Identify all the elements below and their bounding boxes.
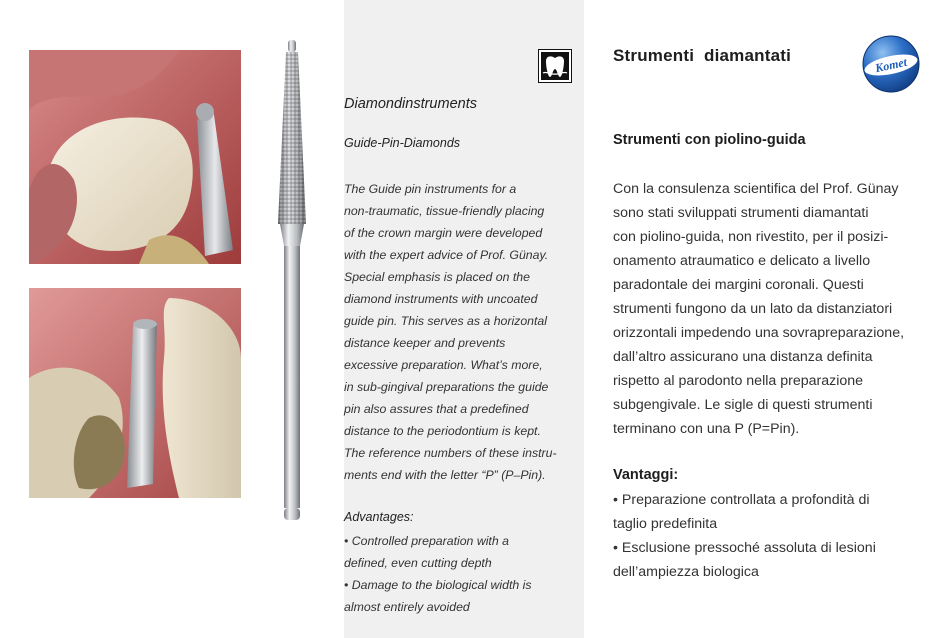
photo-tooth-bottom bbox=[29, 288, 241, 498]
english-advantage-line: • Controlled preparation with a bbox=[344, 534, 509, 548]
italian-subtitle: Strumenti con piolino-guida bbox=[613, 132, 806, 148]
english-body-line: excessive preparation. What’s more, bbox=[344, 358, 543, 372]
english-body-line: guide pin. This serves as a horizontal bbox=[344, 314, 548, 328]
italian-body-line: onamento atraumatico e delicato a livello bbox=[613, 253, 871, 269]
italian-body-line: rispetto al parodonto nella preparazione bbox=[613, 373, 864, 389]
english-body-line: in sub-gingival preparations the guide bbox=[344, 380, 549, 394]
italian-advantage-line: taglio predefinita bbox=[613, 516, 718, 532]
italian-body-line: paradontale dei margini coronali. Questi bbox=[613, 277, 864, 293]
english-advantages-title: Advantages: bbox=[344, 510, 414, 524]
tooth-icon bbox=[538, 49, 572, 83]
english-title: Diamondinstruments bbox=[344, 96, 477, 112]
italian-body-line: sono stati sviluppati strumenti diamantati bbox=[613, 205, 869, 221]
photo-tooth-top bbox=[29, 50, 241, 264]
komet-logo-text: Komet bbox=[873, 54, 909, 76]
italian-body-line: orizzontali impedendo una sovrapreparazione, bbox=[613, 325, 905, 341]
italian-advantages-list bbox=[613, 488, 933, 584]
italian-advantages-title: Vantaggi: bbox=[613, 467, 679, 483]
english-advantage-line: defined, even cutting depth bbox=[344, 556, 492, 570]
english-advantage-line: • Damage to the biological width is bbox=[344, 578, 532, 592]
komet-logo bbox=[861, 34, 921, 94]
italian-body-line: Con la consulenza scientifica del Prof. Günay bbox=[613, 181, 899, 197]
english-body-line: The reference numbers of these instru- bbox=[344, 446, 557, 460]
english-body-line: pin also assures that a predefined bbox=[344, 402, 529, 416]
english-body-line: The Guide pin instruments for a bbox=[344, 182, 517, 196]
italian-body bbox=[613, 177, 933, 441]
english-body-line: Special emphasis is placed on the bbox=[344, 270, 530, 284]
english-subtitle: Guide-Pin-Diamonds bbox=[344, 136, 461, 150]
english-body-line: non-traumatic, tissue-friendly placing bbox=[344, 204, 545, 218]
english-body bbox=[344, 178, 576, 486]
english-body-line: of the crown margin were developed bbox=[344, 226, 543, 240]
english-body-line: with the expert advice of Prof. Günay. bbox=[344, 248, 549, 262]
italian-advantage-line: • Preparazione controllata a profondità di bbox=[613, 492, 870, 508]
italian-body-line: strumenti fungono da un lato da distanziatori bbox=[613, 301, 893, 317]
english-advantages-list bbox=[344, 530, 576, 618]
english-body-line: distance keeper and prevents bbox=[344, 336, 506, 350]
english-advantage-line: almost entirely avoided bbox=[344, 600, 470, 614]
italian-title: Strumenti diamantati bbox=[613, 46, 792, 65]
italian-body-line: terminano con una P (P=Pin). bbox=[613, 421, 800, 437]
italian-body-line: con piolino-guida, non rivestito, per il posizi- bbox=[613, 229, 889, 245]
english-body-line: ments end with the letter “P” (P–Pin). bbox=[344, 468, 546, 482]
diamond-bur-illustration bbox=[268, 36, 316, 526]
italian-advantage-line: dell’ampiezza biologica bbox=[613, 564, 759, 580]
english-body-line: diamond instruments with uncoated bbox=[344, 292, 538, 306]
italian-advantage-line: • Esclusione pressoché assoluta di lesioni bbox=[613, 540, 876, 556]
english-body-line: distance to the periodontium is kept. bbox=[344, 424, 541, 438]
italian-body-line: subgengivale. Le sigle di questi strumenti bbox=[613, 397, 873, 413]
italian-body-line: dall’altro assicurano una distanza definita bbox=[613, 349, 873, 365]
